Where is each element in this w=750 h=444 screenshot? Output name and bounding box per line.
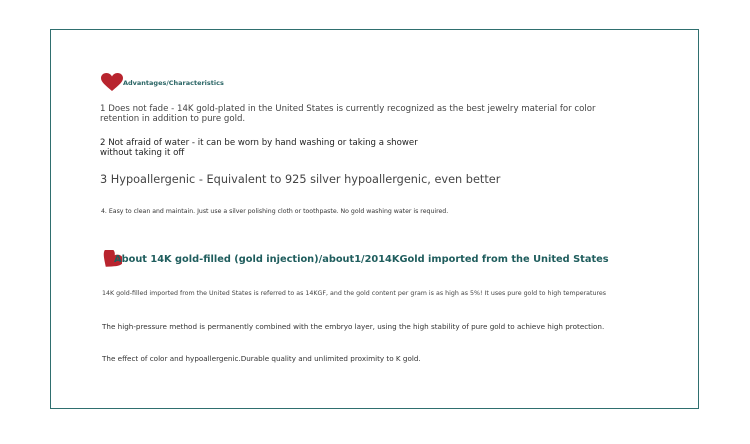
advantage-item-2-line-1: 2 Not afraid of water - it can be worn by hand washing or taking a shower xyxy=(100,138,418,148)
advantage-item-1-line-2: retention in addition to pure gold. xyxy=(100,113,246,124)
about-heading: About 14K gold-filled (gold injection)/about1/2014KGold imported from the United States xyxy=(114,254,609,265)
about-line-2: The high-pressure method is permanently combined with the embryo layer, using the high stability of pure gold to achieve high protection. xyxy=(102,322,605,331)
about-line-3: The effect of color and hypoallergenic.Durable quality and unlimited proximity to K gold. xyxy=(102,354,421,363)
advantage-item-4: 4. Easy to clean and maintain. Just use a silver polishing cloth or toothpaste. No gold washing water is required. xyxy=(101,208,449,215)
advantage-item-2-line-2: without taking it off xyxy=(100,147,185,158)
advantage-item-2 xyxy=(100,139,418,158)
about-line-1: 14K gold-filled imported from the United States is referred to as 14KGF, and the gold content per gram is as high as 5%! It uses pure gold to high temperatures xyxy=(102,290,607,297)
advantage-item-3: 3 Hypoallergenic - Equivalent to 925 silver hypoallergenic, even better xyxy=(100,173,501,186)
advantage-item-1 xyxy=(100,105,596,124)
heart-icon xyxy=(101,73,123,92)
advantage-item-1-line-1: 1 Does not fade - 14K gold-plated in the United States is currently recognized as the best jewelry material for color xyxy=(100,104,596,114)
advantages-heading: Advantages/Characteristics xyxy=(123,79,224,87)
